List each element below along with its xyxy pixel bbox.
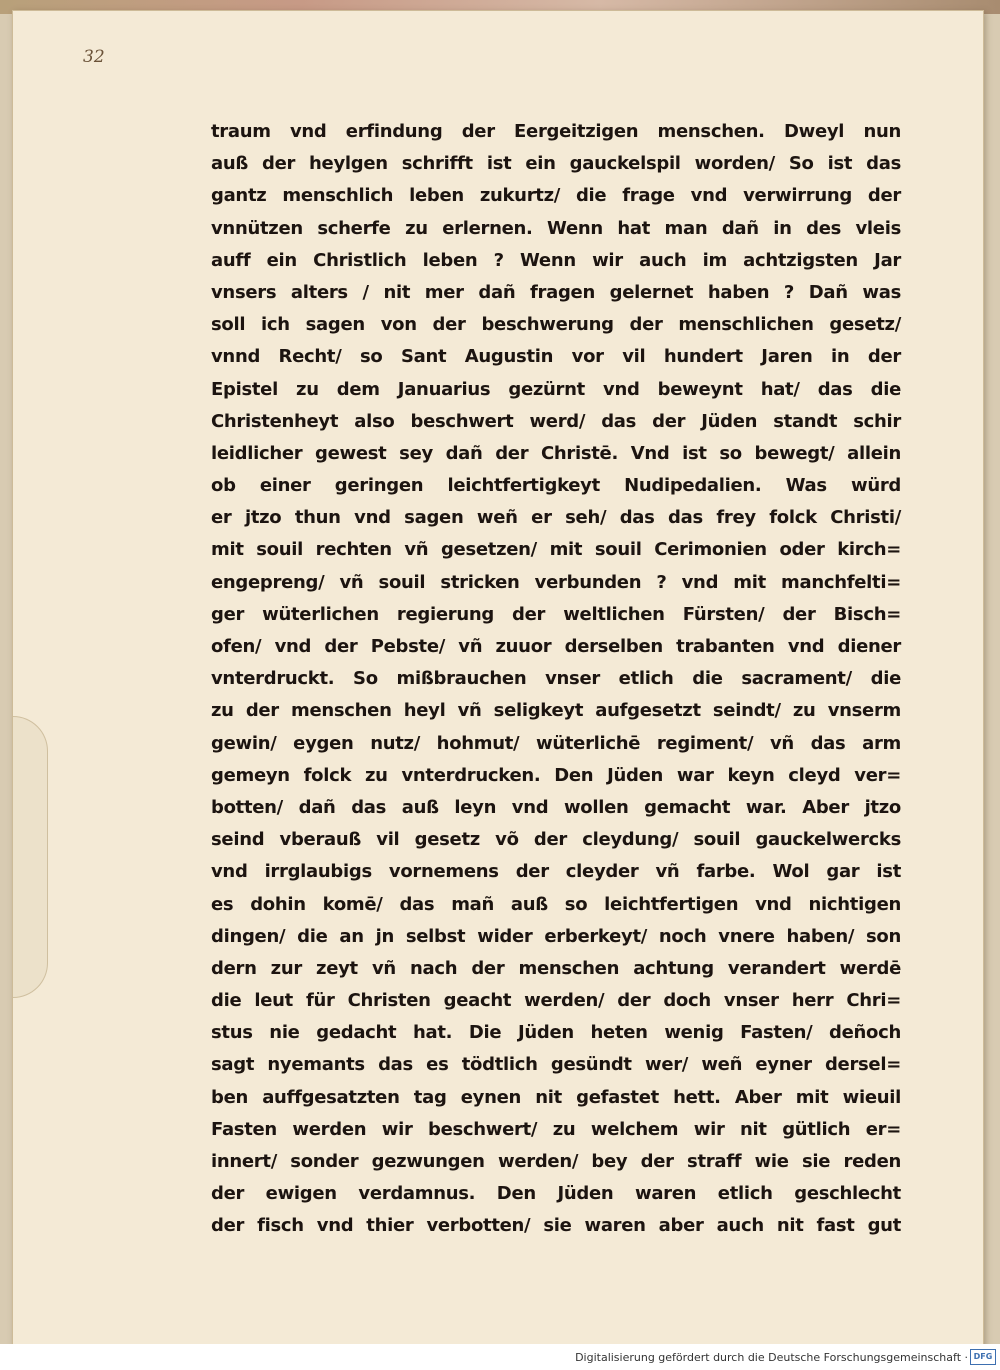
- text-line: der ewigen verdamnus. Den Jüden waren etlich geschlecht: [211, 1183, 901, 1205]
- text-line: ben auffgesatzten tag eynen nit gefastet hett. Aber mit wieuil: [211, 1086, 901, 1108]
- text-line: ofen/ vnd der Pebste/ vñ zuuor derselben trabanten vnd diener: [211, 636, 901, 657]
- book-page: [12, 10, 984, 1347]
- text-line: innert/ sonder gezwungen werden/ bey der straff wie sie reden: [211, 1151, 901, 1172]
- text-line: traum vnd erfindung der Eergeitzigen menschen. Dweyl nun: [211, 121, 901, 142]
- body-text: [211, 116, 901, 1243]
- text-line: dingen/ die an jn selbst wider erberkeyt/ noch vnere haben/ son: [211, 925, 901, 947]
- text-line: auß der heylgen schrifft ist ein gauckelspil worden/ So ist das: [211, 153, 901, 175]
- text-line: vnnützen scherfe zu erlernen. Wenn hat man dañ in des vleis: [211, 217, 901, 239]
- text-line: leidlicher gewest sey dañ der Christē. Vnd ist so bewegt/ allein: [211, 442, 901, 464]
- text-line: mit souil rechten vñ gesetzen/ mit souil Cerimonien oder kirch=: [211, 539, 901, 561]
- text-line: gemeyn folck zu vnterdrucken. Den Jüden war keyn cleyd ver=: [211, 764, 901, 786]
- text-line: soll ich sagen von der beschwerung der menschlichen gesetz/: [211, 314, 901, 336]
- text-line: stus nie gedacht hat. Die Jüden heten wenig Fasten/ deñoch: [211, 1022, 901, 1044]
- page-clasp-mark: [13, 716, 48, 998]
- text-line: der fisch vnd thier verbotten/ sie waren aber auch nit fast gut: [211, 1215, 901, 1237]
- text-line: Christenheyt also beschwert werd/ das der Jüden standt schir: [211, 410, 901, 432]
- footer-bar: [0, 1344, 1000, 1370]
- text-line: es dohin komē/ das mañ auß so leichtfertigen vnd nichtigen: [211, 893, 901, 915]
- text-line: vnterdruckt. So mißbrauchen vnser etlich die sacrament/ die: [211, 668, 901, 690]
- text-line: botten/ dañ das auß leyn vnd wollen gemacht war. Aber jtzo: [211, 796, 901, 818]
- text-line: Epistel zu dem Januarius gezürnt vnd beweynt hat/ das die: [211, 378, 901, 400]
- text-line: er jtzo thun vnd sagen weñ er seh/ das das frey folck Christi/: [211, 507, 901, 529]
- text-line: gewin/ eygen nutz/ hohmut/ wüterlichē regiment/ vñ das arm: [211, 732, 901, 754]
- dfg-logo-icon: DFG: [970, 1349, 996, 1365]
- text-line: ger wüterlichen regierung der weltlichen Fürsten/ der Bisch=: [211, 603, 901, 625]
- text-line: dern zur zeyt vñ nach der menschen achtung verandert werdē: [211, 957, 901, 979]
- text-line: zu der menschen heyl vñ seligkeyt aufgesetzt seindt/ zu vnserm: [211, 700, 901, 722]
- text-line: vnnd Recht/ so Sant Augustin vor vil hundert Jaren in der: [211, 346, 901, 368]
- text-line: gantz menschlich leben zukurtz/ die frage vnd verwirrung der: [211, 185, 901, 207]
- page-number: 32: [83, 47, 105, 67]
- text-line: Fasten werden wir beschwert/ zu welchem wir nit gütlich er=: [211, 1118, 901, 1140]
- text-line: engepreng/ vñ souil stricken verbunden ? vnd mit manchfelti=: [211, 571, 901, 593]
- text-line: seind vberauß vil gesetz võ der cleydung/ souil gauckelwercks: [211, 829, 901, 851]
- funding-credit: Digitalisierung gefördert durch die Deutsche Forschungsgemeinschaft ·: [575, 1351, 968, 1364]
- text-line: vnsers alters / nit mer dañ fragen gelernet haben ? Dañ was: [211, 281, 901, 303]
- text-line: sagt nyemants das es tödtlich gesündt wer/ weñ eyner dersel=: [211, 1054, 901, 1076]
- text-line: ob einer geringen leichtfertigkeyt Nudipedalien. Was würd: [211, 475, 901, 497]
- text-line: auff ein Christlich leben ? Wenn wir auch im achtzigsten Jar: [211, 249, 901, 271]
- text-line: die leut für Christen geacht werden/ der doch vnser herr Chri=: [211, 990, 901, 1012]
- text-line: vnd irrglaubigs vornemens der cleyder vñ farbe. Wol gar ist: [211, 861, 901, 883]
